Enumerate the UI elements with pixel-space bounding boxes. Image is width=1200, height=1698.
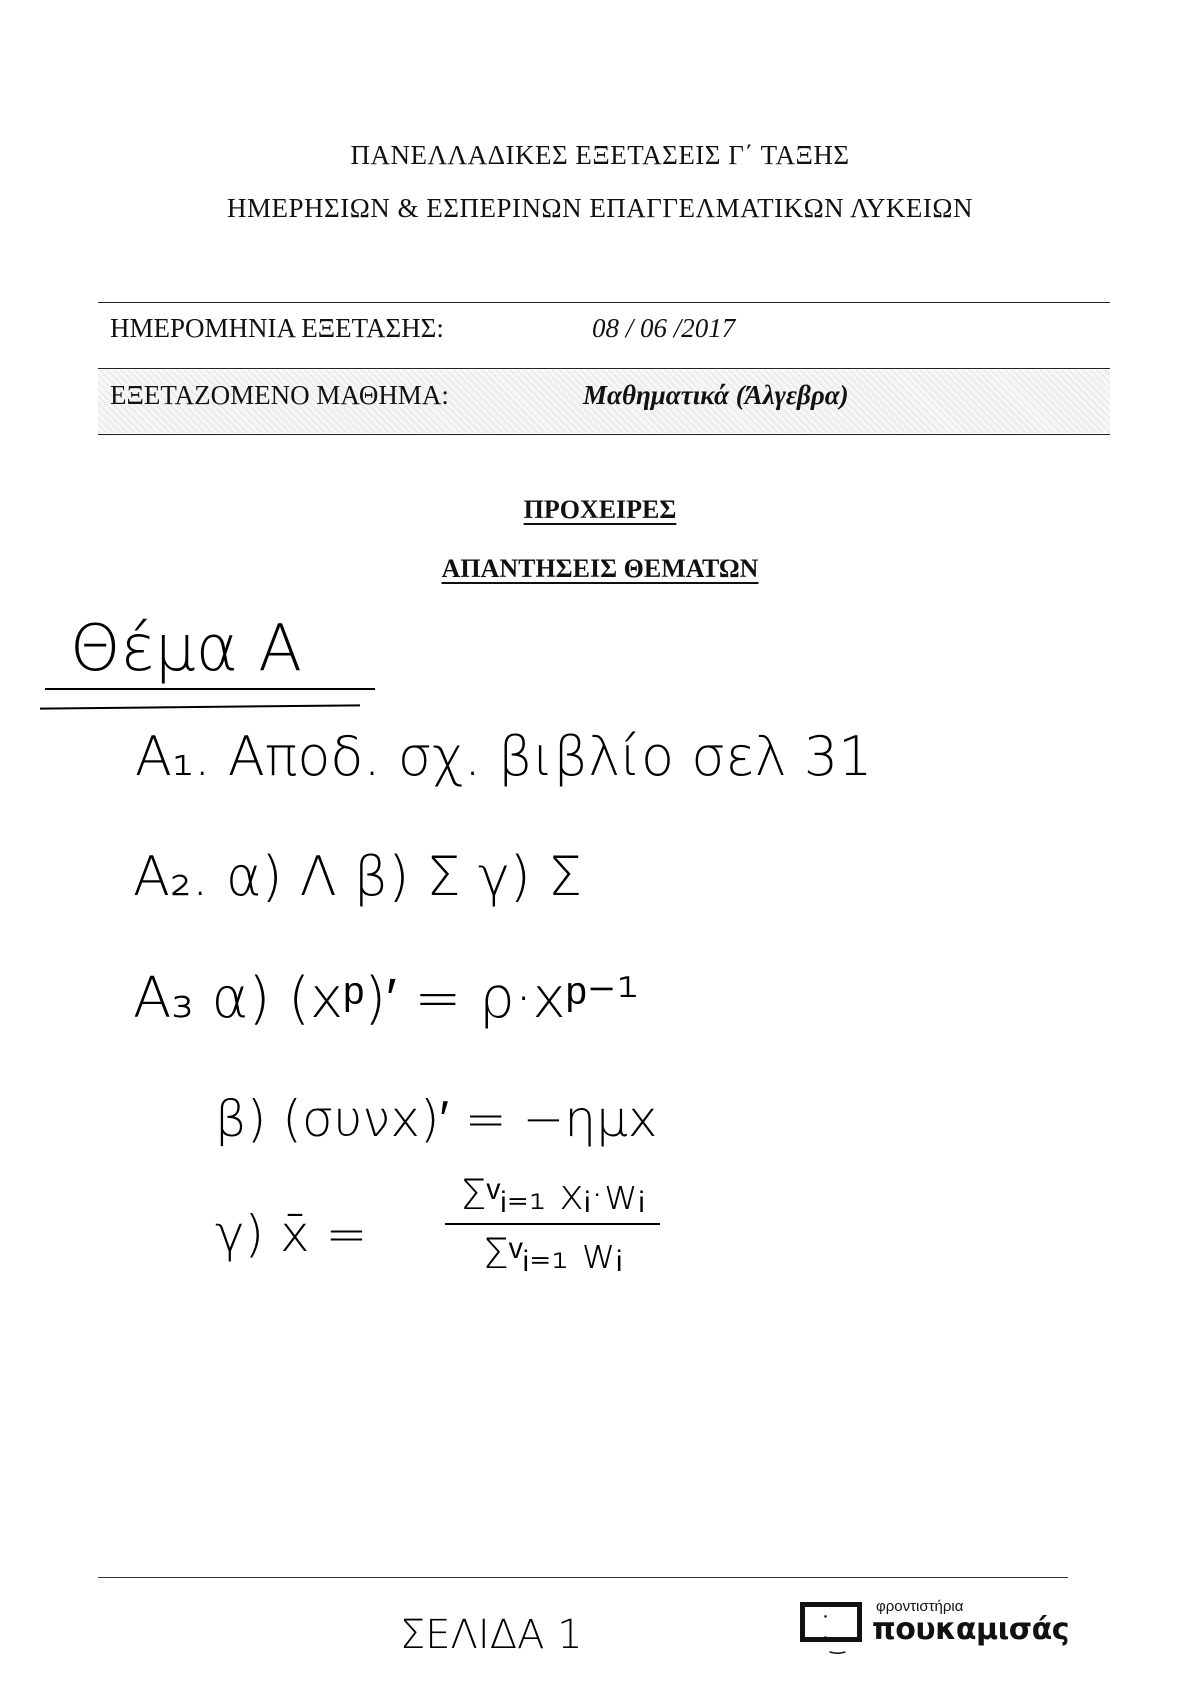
brand-logo — [800, 1598, 1070, 1655]
answer-a3b: β) (συνx)′ = −ημx — [215, 1090, 658, 1148]
logo-subtitle: φροντιστήρια — [876, 1598, 964, 1615]
logo-box-icon — [800, 1602, 862, 1655]
answer-a1: A₁. Αποδ. σχ. βιβλίο σελ 31 — [135, 725, 873, 788]
divider-top — [98, 302, 1110, 303]
date-value: 08 / 06 /2017 — [592, 313, 736, 343]
page-number-label: ΣΕΛΙΔΑ 1 — [400, 1612, 583, 1658]
fraction-bar — [445, 1223, 660, 1225]
answer-a3c: γ) x̄ = — [215, 1205, 368, 1263]
exam-header-line1: ΠΑΝΕΛΛΑΔΙΚΕΣ ΕΞΕΤΑΣΕΙΣ Γ΄ ΤΑΞΗΣ — [350, 140, 850, 170]
heading-underline — [45, 688, 375, 690]
footer-divider — [98, 1577, 1068, 1578]
logo-face-icon: ˙ ˙‿ — [821, 1613, 845, 1655]
exam-header-line2: ΗΜΕΡΗΣΙΩΝ & ΕΣΠΕΡΙΝΩΝ ΕΠΑΓΓΕΛΜΑΤΙΚΩΝ ΛΥΚΕΙΩΝ — [227, 193, 973, 223]
title-line2-text: ΑΠΑΝΤΗΣΕΙΣ ΘΕΜΑΤΩΝ — [441, 554, 759, 583]
mean-fraction — [445, 1170, 660, 1278]
divider-bottom — [98, 434, 1110, 435]
fraction-numerator: Σᵛᵢ₌₁ xᵢ·wᵢ — [460, 1170, 645, 1219]
subject-value: Μαθηματικά (Άλγεβρα) — [583, 380, 849, 410]
answer-a3a: A₃ α) (xᵖ)′ = ρ·xᵖ⁻¹ — [133, 966, 639, 1031]
heading-underline-second — [40, 704, 360, 709]
subject-label: ΕΞΕΤΑΖΟΜΕΝΟ ΜΑΘΗΜΑ: — [110, 380, 449, 410]
divider-middle — [98, 368, 1110, 369]
fraction-denominator: Σᵛᵢ₌₁ wᵢ — [482, 1229, 623, 1278]
logo-name: πουκαμισάς — [872, 1612, 1070, 1647]
document-title-line2 — [0, 554, 1200, 584]
title-line1-text: ΠΡΟΧΕΙΡΕΣ — [523, 495, 677, 524]
answer-a2: A₂. α) Λ β) Σ γ) Σ — [133, 845, 583, 908]
date-label: ΗΜΕΡΟΜΗΝΙΑ ΕΞΕΤΑΣΗΣ: — [110, 313, 444, 343]
document-title-line1 — [0, 495, 1200, 525]
handwritten-heading: Θέμα Α — [70, 612, 302, 686]
